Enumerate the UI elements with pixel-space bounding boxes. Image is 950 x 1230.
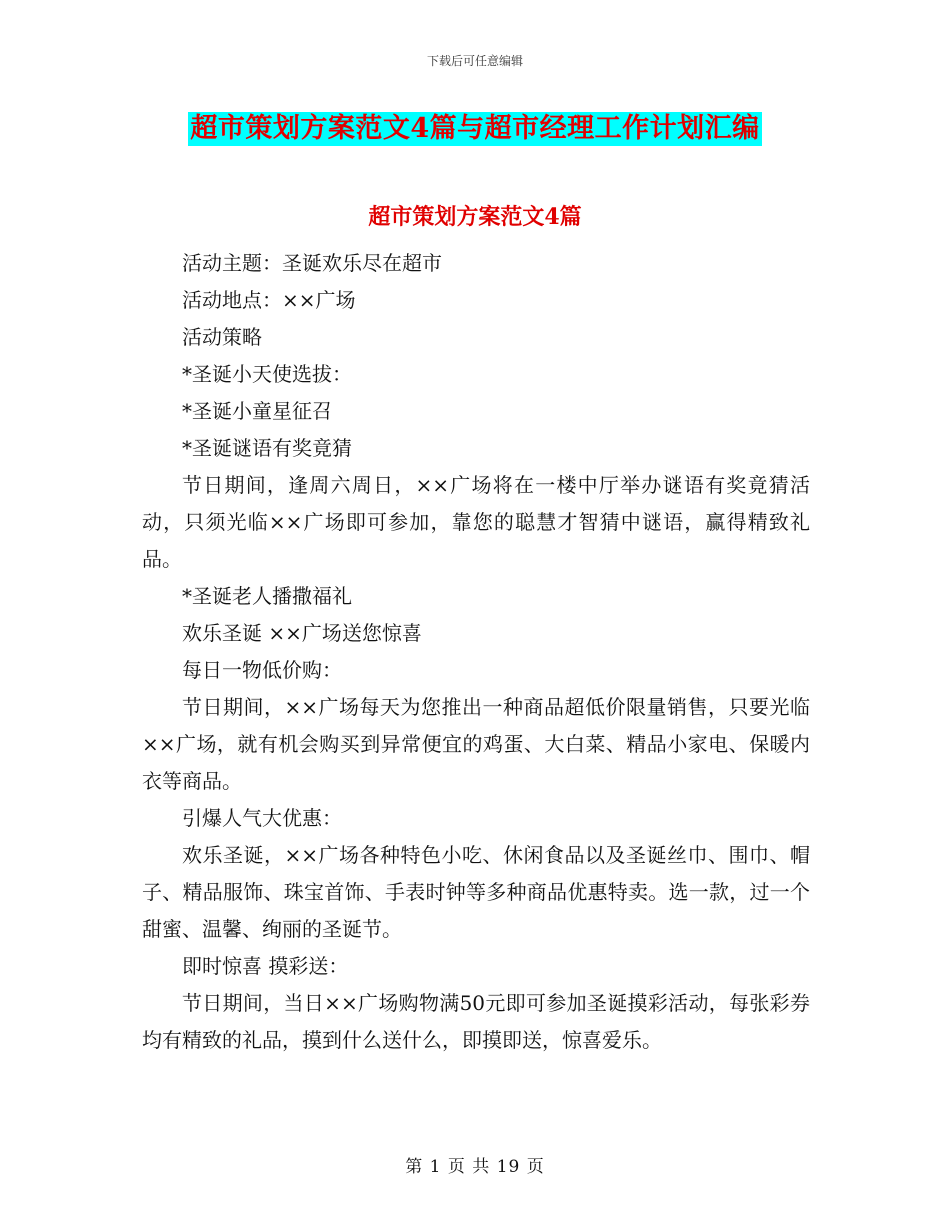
paragraph-location: 活动地点：××广场 xyxy=(182,288,356,312)
paragraph-surprise: 欢乐圣诞 ××广场送您惊喜 xyxy=(182,621,422,645)
document-body xyxy=(142,245,810,1059)
paragraph-riddle-details: 节日期间，逢周六周日，××广场将在一楼中厅举办谜语有奖竟猜活动，只须光临××广场即可参加，靠您的聪慧才智猜中谜语，赢得精致礼品。 xyxy=(142,473,810,571)
page-indicator: 第 1 页 共 19 页 xyxy=(405,1157,545,1177)
paragraph-lottery-details: 节日期间，当日××广场购物满50元即可参加圣诞摸彩活动，每张彩券均有精致的礼品，摸到什么送什么，即摸即送，惊喜爱乐。 xyxy=(142,991,810,1052)
paragraph-daily-deal-details: 节日期间，××广场每天为您推出一种商品超低价限量销售，只要光临××广场，就有机会购买到异常便宜的鸡蛋、大白菜、精品小家电、保暖内衣等商品。 xyxy=(142,695,810,793)
paragraph-theme: 活动主题：圣诞欢乐尽在超市 xyxy=(182,251,442,275)
paragraph-popularity-details: 欢乐圣诞，××广场各种特色小吃、休闲食品以及圣诞丝巾、围巾、帽子、精品服饰、珠宝首饰、手表时钟等多种商品优惠特卖。选一款，过一个甜蜜、温馨、绚丽的圣诞节。 xyxy=(142,843,810,941)
paragraph-riddle-contest: *圣诞谜语有奖竟猜 xyxy=(182,436,352,460)
paragraph-strategy-heading: 活动策略 xyxy=(182,325,262,349)
paragraph-daily-deal-heading: 每日一物低价购： xyxy=(182,658,342,682)
paragraph-child-star: *圣诞小童星征召 xyxy=(182,399,332,423)
document-title-container xyxy=(0,112,950,146)
paragraph-lottery-heading: 即时惊喜 摸彩送： xyxy=(182,954,349,978)
paragraph-angel-selection: *圣诞小天使选拔： xyxy=(182,362,352,386)
paragraph-santa-gifts: *圣诞老人播撒福礼 xyxy=(182,584,352,608)
header-note: 下载后可任意编辑 xyxy=(426,54,523,68)
section-title: 超市策划方案范文4篇 xyxy=(368,204,582,230)
paragraph-popularity-heading: 引爆人气大优惠： xyxy=(182,806,342,830)
document-title: 超市策划方案范文4篇与超市经理工作计划汇编 xyxy=(190,113,760,144)
